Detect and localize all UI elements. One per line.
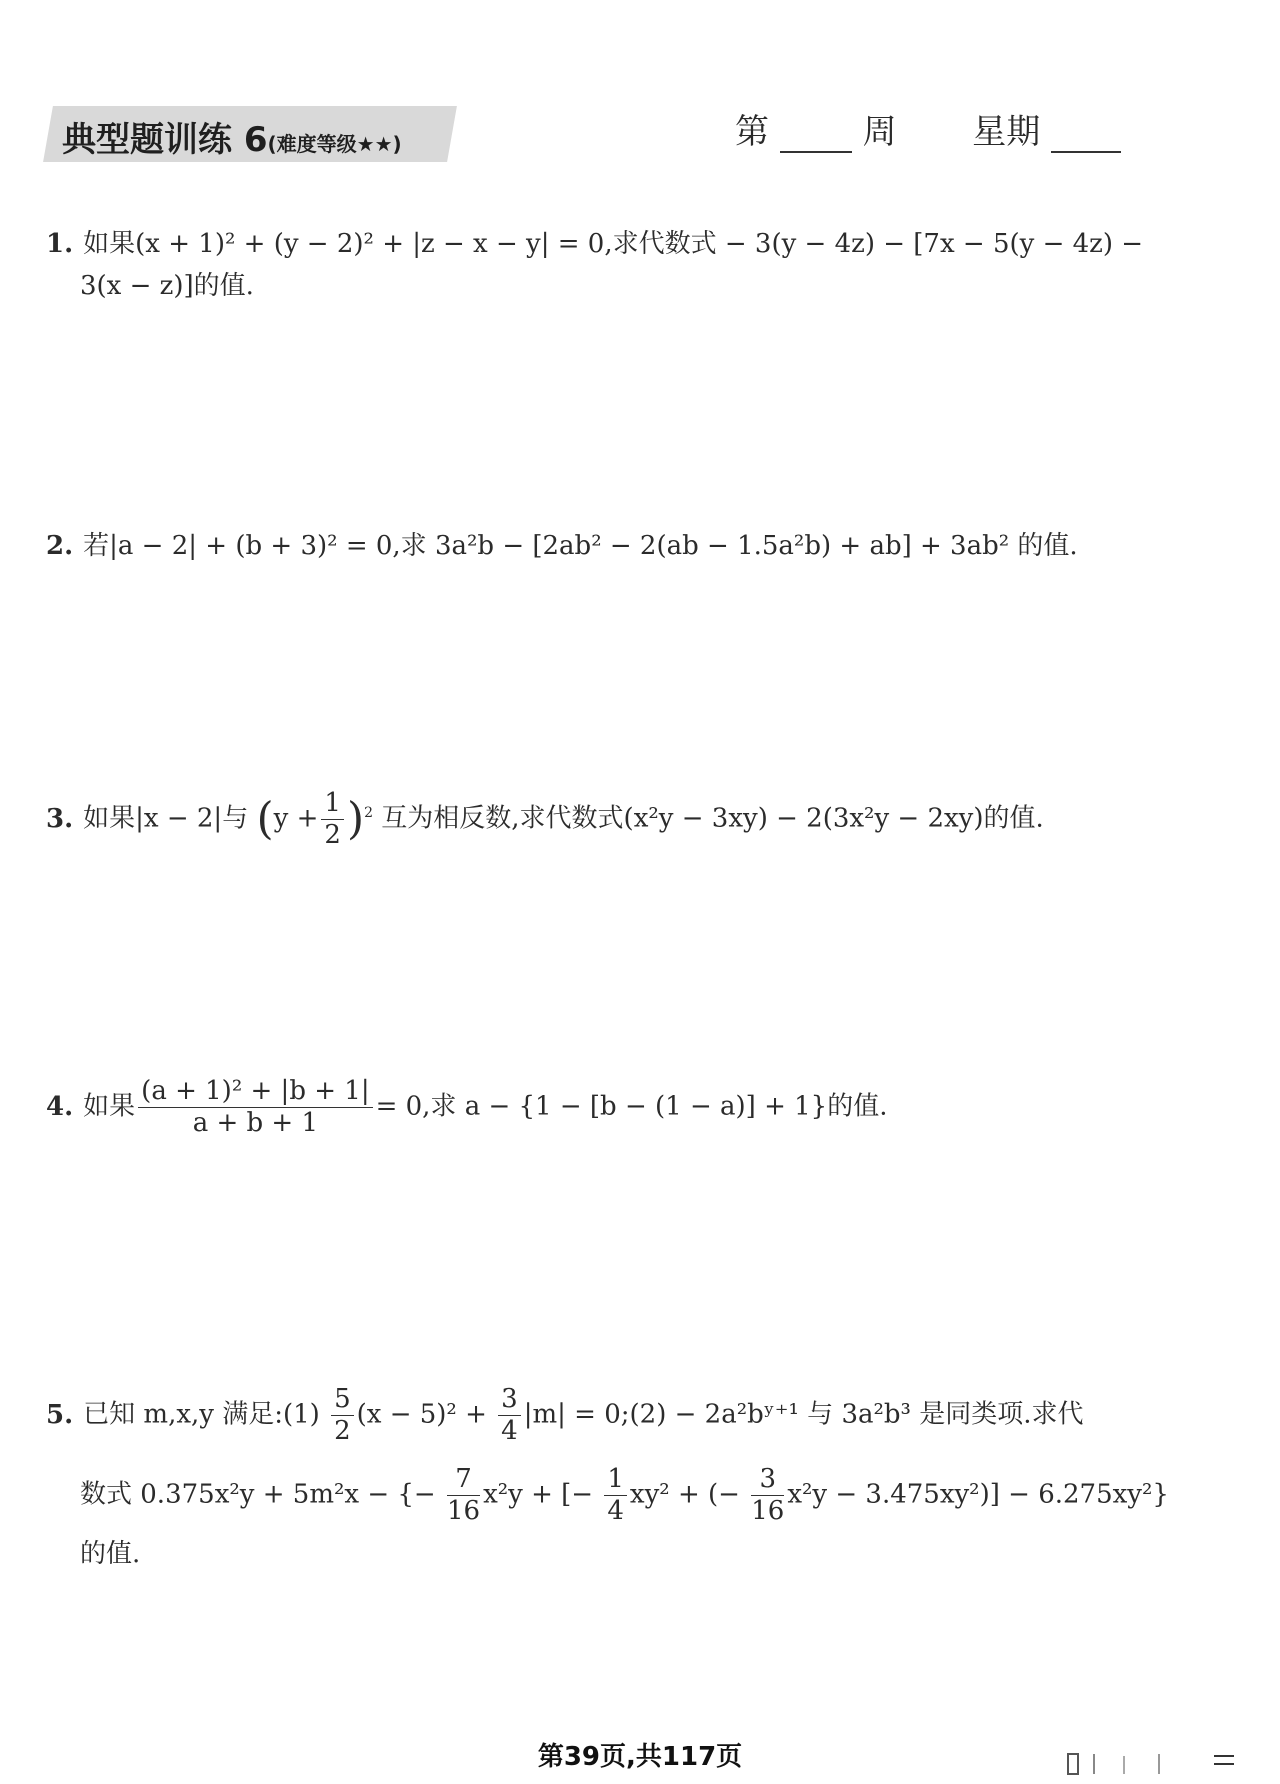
weekday-label: 星期 [972, 112, 1041, 152]
question-text: 若|a − 2| + (b + 3)² = 0,求 3a²b − [2ab² − 2(ab − 1.5a²b) + ab] + 3ab² 的值. [83, 531, 1078, 561]
question-text: 数式 0.375x²y + 5m²x − {− [80, 1479, 436, 1510]
difficulty-label: (难度等级★★) [267, 132, 402, 156]
week-unit: 周 [862, 112, 897, 152]
title-text: 典型题训练 6 [62, 120, 268, 160]
question-text-line1: 如果(x + 1)² + (y − 2)² + |z − x − y| = 0,求代数式 − 3(y − 4z) − [7x − 5(y − 4z) − [83, 229, 1144, 259]
question-text: x²y + [− [483, 1479, 594, 1510]
question-text-line2: 3(x − z)]的值. [80, 271, 254, 301]
question-text: xy² + (− [629, 1479, 740, 1510]
page-corner-marks [1064, 1752, 1244, 1776]
weekday-blank [1051, 115, 1121, 153]
week-day-line [735, 104, 1121, 153]
question-number: 5. [46, 1399, 74, 1430]
question-5-cont [80, 1464, 1169, 1527]
week-blank [780, 115, 852, 153]
question-number: 1. [46, 229, 74, 259]
fraction: $\frac{5}{2}$ [331, 1384, 354, 1447]
question-1 [46, 224, 1143, 266]
question-text: 的值. [80, 1539, 141, 1569]
question-text: x²y − 3.475xy²)] − 6.275xy²} [787, 1479, 1169, 1510]
question-text-pre: 如果 [83, 1091, 136, 1122]
question-number: 2. [46, 531, 74, 561]
question-text: (x − 5)² + [356, 1399, 487, 1430]
question-5 [46, 1384, 1084, 1447]
question-1-cont [80, 266, 254, 308]
paren-expr: y + [273, 803, 319, 834]
fraction: $\frac{1}{4}$ [604, 1464, 627, 1527]
question-text-post: 互为相反数,求代数式(x²y − 3xy) − 2(3x²y − 2xy)的值. [381, 803, 1044, 834]
fraction: $\frac{3}{4}$ [498, 1384, 521, 1447]
question-4 [46, 1076, 887, 1139]
question-text-pre: 如果|x − 2|与 [83, 803, 249, 834]
question-number: 4. [46, 1091, 74, 1122]
page-counter: 第39页,共117页 [537, 1742, 743, 1772]
week-label: 第 [735, 112, 769, 152]
question-text: 已知 m,x,y 满足:(1) [83, 1399, 320, 1430]
question-3: 3. 如果|x − 2|与 (y + $\frac{1}{2}$ )$^2$ 互为相反数,求代数式(x²y − 3xy) − 2(3x²y − 2xy)的值. [46, 788, 1044, 851]
fraction: $\frac{3}{16}$ [751, 1464, 785, 1527]
question-text-post: = 0,求 a − {1 − [b − (1 − a)] + 1}的值. [375, 1091, 888, 1122]
fraction: $\frac{7}{16}$ [446, 1464, 481, 1527]
fraction: $\frac{\text{(a + 1)² + |b + 1|}}{a + b + 1}$ [138, 1076, 372, 1139]
question-2 [46, 526, 1078, 568]
exponent: 2 [364, 805, 374, 822]
question-number: 3. [46, 803, 74, 834]
question-text: |m| = 0;(2) − 2a²bʸ⁺¹ 与 3a²b³ 是同类项.求代 [523, 1399, 1084, 1430]
worksheet-title [62, 112, 402, 161]
fraction: $\frac{1}{2}$ [321, 788, 344, 851]
question-5-end [80, 1534, 140, 1576]
